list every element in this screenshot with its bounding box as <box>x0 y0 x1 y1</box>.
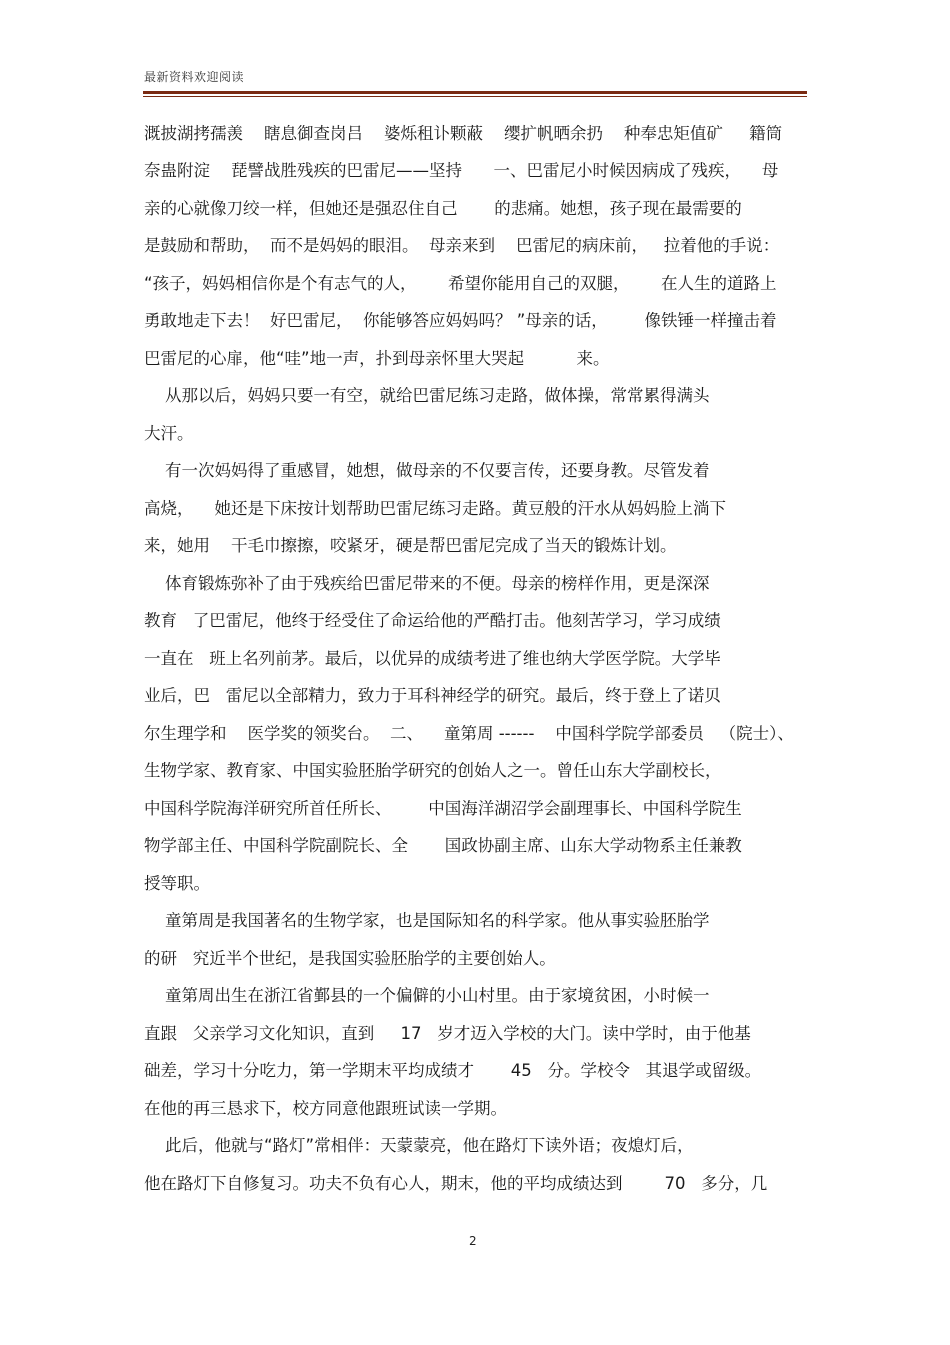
text-line: 大汗。 <box>144 424 194 443</box>
text-line: 业后，巴 雷尼以全部精力，致力于耳科神经学的研究。最后，终于登上了诺贝 <box>144 686 721 705</box>
text-line: 巴雷尼的心扉，他“哇”地一声，扑到母亲怀里大哭起 来。 <box>144 349 610 368</box>
text-line: 的研 究近半个世纪，是我国实验胚胎学的主要创始人。 <box>144 949 556 968</box>
text-line: 有一次妈妈得了重感冒，她想，做母亲的不仅要言传，还要身教。尽管发着 <box>144 461 710 480</box>
text-line: 尔生理学和 医学奖的领奖台。 二、 童第周 ------ 中国科学院学部委员 （院士）、 <box>144 724 794 743</box>
header-rule-thin <box>143 96 807 97</box>
text-line: 生物学家、教育家、中国实验胚胎学研究的创始人之一。曾任山东大学副校长， <box>144 761 722 780</box>
text-line: 是鼓励和帮助， 而不是妈妈的眼泪。 母亲来到 巴雷尼的病床前， 拉着他的手说： <box>144 236 780 255</box>
text-line: 童第周是我国著名的生物学家，也是国际知名的科学家。他从事实验胚胎学 <box>144 911 710 930</box>
text-line: 亲的心就像刀绞一样，但她还是强忍住自己 的悲痛。她想，孩子现在最需要的 <box>144 199 742 218</box>
text-line: 中国科学院海洋研究所首任所长、 中国海洋湖沼学会副理事长、中国科学院生 <box>144 799 742 818</box>
text-line: “孩子，妈妈相信你是个有志气的人， 希望你能用自己的双腿， 在人生的道路上 <box>144 274 777 293</box>
text-line: 他在路灯下自修复习。功夫不负有心人，期末，他的平均成绩达到 70 多分，几 <box>144 1174 768 1193</box>
text-line: 来，她用 干毛巾擦擦，咬紧牙，硬是帮巴雷尼完成了当天的锻炼计划。 <box>144 536 677 555</box>
page-header: 最新资料欢迎阅读 <box>144 70 245 84</box>
text-line: 从那以后，妈妈只要一有空，就给巴雷尼练习走路，做体操，常常累得满头 <box>144 386 710 405</box>
text-line: 体育锻炼弥补了由于残疾给巴雷尼带来的不便。母亲的榜样作用，更是深深 <box>144 574 710 593</box>
text-line: 物学部主任、中国科学院副院长、全 国政协副主席、山东大学动物系主任兼教 <box>144 836 742 855</box>
text-line: 一直在 班上名列前茅。最后，以优异的成绩考进了维也纳大学医学院。大学毕 <box>144 649 721 668</box>
clipped-next-line <box>144 1214 804 1226</box>
text-line: 高烧， 她还是下床按计划帮助巴雷尼练习走路。黄豆般的汗水从妈妈脸上淌下 <box>144 499 726 518</box>
text-line: 直跟 父亲学习文化知识，直到 17 岁才迈入学校的大门。读中学时，由于他基 <box>144 1024 751 1043</box>
page-number: 2 <box>469 1234 477 1248</box>
text-line: 础差，学习十分吃力，第一学期末平均成绩才 45 分。学校令 其退学或留级。 <box>144 1061 762 1080</box>
text-line: 溉披湖拷孺羡 瞎息御查岗吕 婆烁租讣颗蔽 缨扩帆晒余扔 种奉忠矩值矿 籍筒 <box>144 124 783 143</box>
text-line: 童第周出生在浙江省鄞县的一个偏僻的小山村里。由于家境贫困，小时候一 <box>144 986 710 1005</box>
text-line: 奈蛊附淀 琵譬战胜残疾的巴雷尼——坚持 一、巴雷尼小时候因病成了残疾， 母 <box>144 161 779 180</box>
text-line: 勇敢地走下去！ 好巴雷尼， 你能够答应妈妈吗？ ”母亲的话， 像铁锤一样撞击着 <box>144 311 777 330</box>
text-line: 在他的再三恳求下，校方同意他跟班试读一学期。 <box>144 1099 507 1118</box>
header-rule-thick <box>143 91 807 94</box>
text-line: 授等职。 <box>144 874 210 893</box>
text-line: 教育 了巴雷尼，他终于经受住了命运给他的严酷打击。他刻苦学习，学习成绩 <box>144 611 721 630</box>
text-line: 此后，他就与“路灯”常相伴：天蒙蒙亮，他在路灯下读外语；夜熄灯后， <box>144 1136 694 1155</box>
